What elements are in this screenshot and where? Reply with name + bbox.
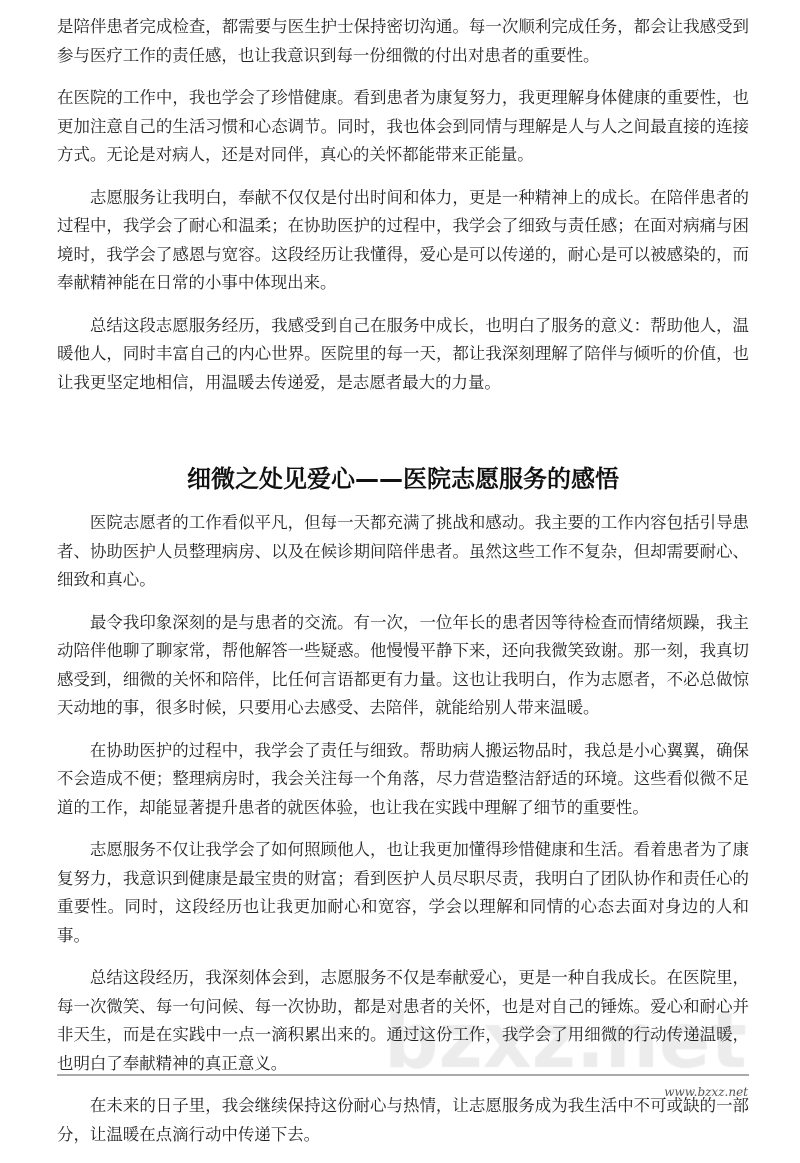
- paragraph: 在未来的日子里，我会继续保持这份耐心与热情，让志愿服务成为我生活中不可或缺的一部分，让温暖在点滴行动中传递下去。: [57, 1096, 749, 1144]
- paragraph: 总结这段志愿服务经历，我感受到自己在服务中成长，也明白了服务的意义：帮助他人，温暖他人，同时丰富自己的内心世界。医院里的每一天，都让我深刻理解了陪伴与倾听的价值，也让我更坚定地相信，用温暖去传递爱，是志愿者最大的力量。: [57, 315, 749, 392]
- footer-url: www.bzxz.net: [664, 1085, 748, 1099]
- paragraph: 最令我印象深刻的是与患者的交流。有一次，一位年长的患者因等待检查而情绪烦躁，我主动陪伴他聊了聊家常，帮他解答一些疑惑。他慢慢平静下来，还向我微笑致谢。那一刻，我真切感受到，细微的关怀和陪伴，比任何言语都更有力量。这也让我明白，作为志愿者，不必总做惊天动地的事，很多时候，只要用心去感受、去陪伴，就能给别人带来温暖。: [57, 612, 749, 717]
- paragraph: 在医院的工作中，我也学会了珍惜健康。看到患者为康复努力，我更理解身体健康的重要性，也更加注意自己的生活习惯和心态调节。同时，我也体会到同情与理解是人与人之间最直接的连接方式。无论是对病人，还是对同伴，真心的关怀都能带来正能量。: [57, 88, 749, 164]
- paragraph: 在协助医护的过程中，我学会了责任与细致。帮助病人搬运物品时，我总是小心翼翼，确保不会造成不便；整理病房时，我会关注每一个角落，尽力营造整洁舒适的环境。这些看似微不足道的工作，却能显著提升患者的就医体验，也让我在实践中理解了细节的重要性。: [57, 740, 749, 817]
- paragraph: 志愿服务不仅让我学会了如何照顾他人，也让我更加懂得珍惜健康和生活。看着患者为了康复努力，我意识到健康是最宝贵的财富；看到医护人员尽职尽责，我明白了团队协作和责任心的重要性。同时，这段经历也让我更加耐心和宽容，学会以理解和同情的心态去面对身边的人和事。: [57, 840, 749, 945]
- article-title: 细微之处见爱心——医院志愿服务的感悟: [187, 465, 619, 493]
- paragraph: 志愿服务让我明白，奉献不仅仅是付出时间和体力，更是一种精神上的成长。在陪伴患者的过程中，我学会了耐心和温柔；在协助医护的过程中，我学会了细致与责任感；在面对病痛与困境时，我学会了感恩与宽容。这段经历让我懂得，爱心是可以传递的，耐心是可以被感染的，而奉献精神能在日常的小事中体现出来。: [57, 187, 749, 292]
- paragraph: 总结这段经历，我深刻体会到，志愿服务不仅是奉献爱心，更是一种自我成长。在医院里，每一次微笑、每一句问候、每一次协助，都是对患者的关怀，也是对自己的锤炼。爱心和耐心并非天生，而是在实践中一点一滴积累出来的。通过这份工作，我学会了用细微的行动传递温暖，也明白了奉献精神的真正意义。: [57, 968, 749, 1073]
- document-body: [57, 13, 749, 1163]
- paragraph: 是陪伴患者完成检查，都需要与医生护士保持密切沟通。每一次顺利完成任务，都会让我感受到参与医疗工作的责任感，也让我意识到每一份细微的付出对患者的重要性。: [57, 17, 749, 65]
- paragraph: 医院志愿者的工作看似平凡，但每一天都充满了挑战和感动。我主要的工作内容包括引导患者、协助医护人员整理病房、以及在候诊期间陪伴患者。虽然这些工作不复杂，但却需要耐心、细致和真心。: [57, 513, 749, 589]
